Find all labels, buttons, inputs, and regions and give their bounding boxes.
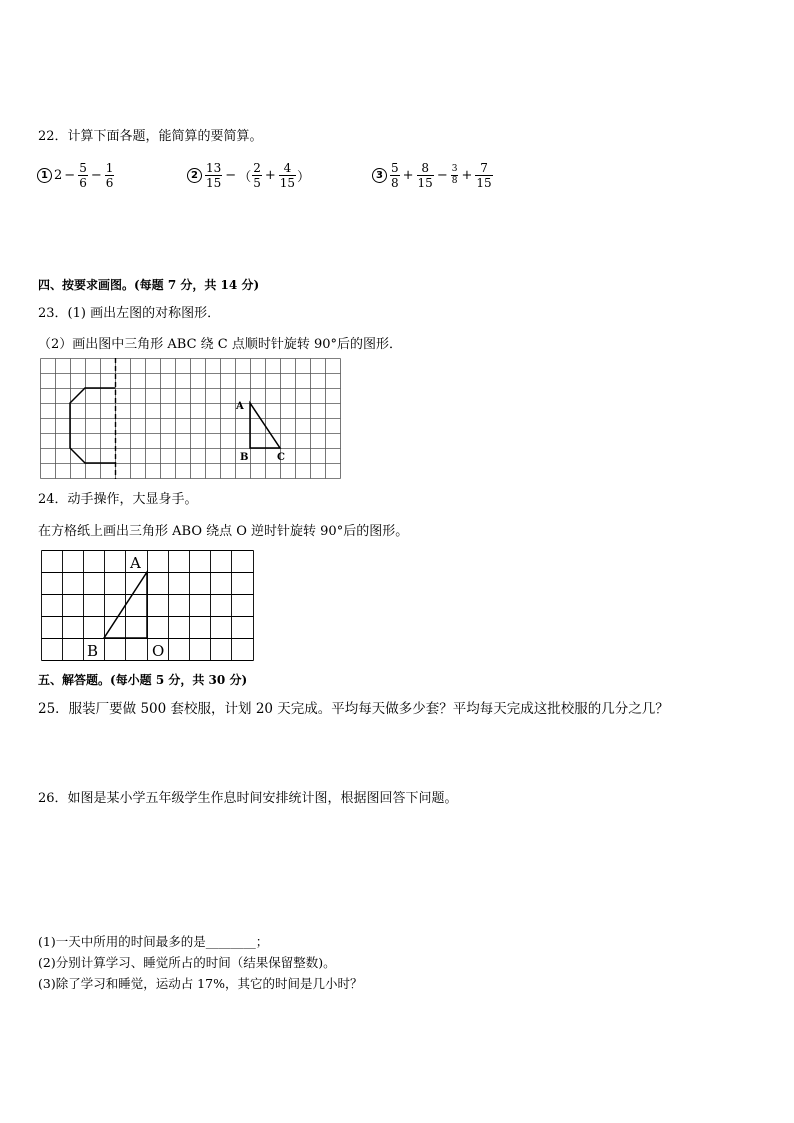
whole-number: 2 bbox=[54, 168, 63, 183]
section-4-title: 四、按要求画图。(每题 7 分，共 14 分) bbox=[38, 278, 260, 292]
q22-title: 22．计算下面各题，能简算的要简算。 bbox=[38, 129, 263, 144]
q22-expression-3 bbox=[372, 161, 494, 190]
label-b: B bbox=[87, 642, 99, 660]
right-paren: ） bbox=[297, 170, 311, 185]
fraction: $\frac{2}{5}$ bbox=[253, 161, 261, 190]
q24-instruction: 在方格纸上画出三角形 ABO 绕点 O 逆时针旋转 90°后的图形。 bbox=[38, 524, 409, 539]
q22-expression-2 bbox=[187, 161, 310, 190]
triangle-abc bbox=[250, 403, 280, 448]
minus-sign: − bbox=[225, 168, 237, 183]
circled-number-2: 2 bbox=[187, 168, 202, 183]
minus-sign: − bbox=[436, 168, 448, 183]
q26-sub-1: (1)一天中所用的时间最多的是________； bbox=[38, 934, 269, 949]
circled-number-3: 3 bbox=[372, 168, 387, 183]
fraction: $\frac{13}{15}$ bbox=[206, 161, 222, 190]
q26-sub-3: (3)除了学习和睡觉，运动占 17%，其它的时间是几小时？ bbox=[38, 976, 363, 991]
fraction: $\frac{7}{15}$ bbox=[476, 161, 492, 190]
label-c: C bbox=[277, 452, 285, 463]
fraction: $\frac{1}{6}$ bbox=[105, 161, 114, 190]
q26-sub-2: (2)分别计算学习、睡觉所占的时间（结果保留整数)。 bbox=[38, 955, 336, 970]
q25-text: 25．服装厂要做 500 套校服，计划 20 天完成。平均每天做多少套？平均每天完成这批校服的几分之几？ bbox=[38, 701, 669, 717]
fraction: $\frac{5}{8}$ bbox=[391, 161, 399, 190]
minus-sign: − bbox=[90, 168, 102, 183]
fraction: $\frac{3}{8}$ bbox=[451, 164, 458, 186]
plus-sign: + bbox=[402, 168, 414, 183]
label-b: B bbox=[240, 452, 249, 463]
fraction: $\frac{8}{15}$ bbox=[417, 161, 433, 190]
plus-sign: + bbox=[461, 168, 473, 183]
q23-line-2: （2）画出图中三角形 ABC 绕 C 点顺时针旋转 90°后的图形． bbox=[38, 337, 403, 352]
section-5-title: 五、解答题。(每小题 5 分，共 30 分) bbox=[38, 673, 248, 687]
q24-grid-figure bbox=[41, 550, 255, 662]
q26-text: 26．如图是某小学五年级学生作息时间安排统计图，根据图回答下问题。 bbox=[38, 791, 458, 806]
q24-title: 24．动手操作，大显身手。 bbox=[38, 492, 198, 507]
label-o: O bbox=[152, 642, 165, 660]
label-a: A bbox=[236, 401, 244, 412]
q22-expression-1 bbox=[37, 161, 115, 190]
circled-number-1: 1 bbox=[37, 168, 52, 183]
minus-sign: − bbox=[64, 168, 76, 183]
plus-sign: + bbox=[264, 168, 276, 183]
half-shape bbox=[70, 388, 115, 463]
left-paren: （ bbox=[238, 170, 252, 185]
fraction: $\frac{5}{6}$ bbox=[79, 161, 87, 190]
q23-grid-figure bbox=[40, 358, 341, 480]
label-a: A bbox=[130, 554, 141, 572]
fraction: $\frac{4}{15}$ bbox=[279, 161, 296, 190]
q23-line-1: 23．(1) 画出左图的对称图形． bbox=[38, 306, 221, 321]
grid-lines bbox=[41, 359, 341, 479]
